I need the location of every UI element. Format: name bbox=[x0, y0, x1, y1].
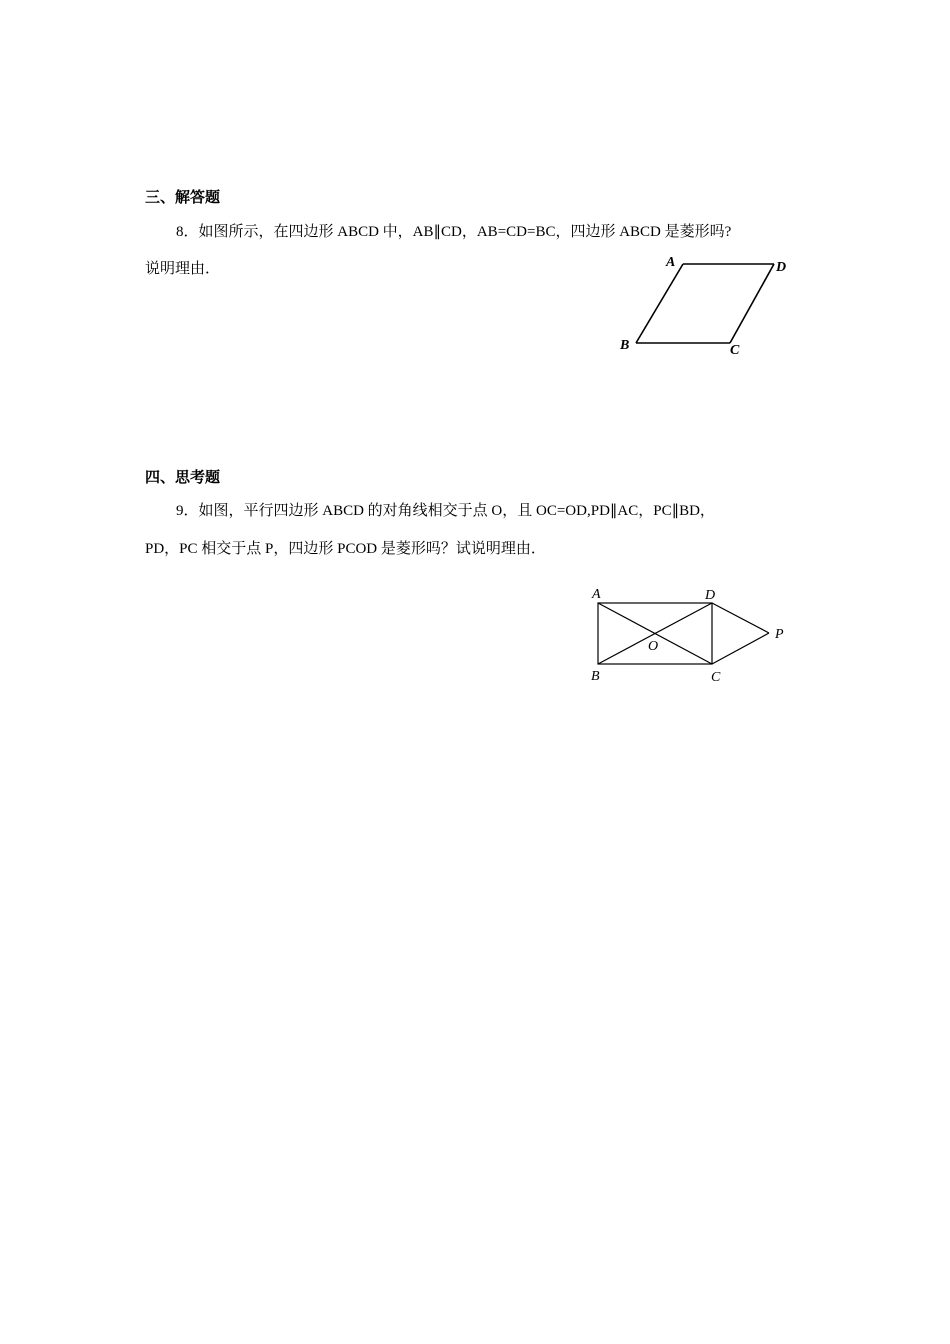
label-a: A bbox=[592, 587, 601, 602]
question-8-line-2: 说明理由． bbox=[145, 261, 221, 277]
label-b: B bbox=[591, 669, 600, 684]
question-8-line-1: 8．如图所示，在四边形 ABCD 中，AB∥CD，AB=CD=BC，四边形 ABCD 是菱形吗? bbox=[176, 224, 732, 240]
parallelogram-figure bbox=[585, 585, 805, 695]
label-b: B bbox=[620, 338, 630, 353]
edge-ba bbox=[636, 264, 683, 343]
section-title-answer: 三、解答题 bbox=[145, 188, 221, 206]
edge-dc bbox=[730, 264, 774, 343]
edge-cp bbox=[712, 633, 769, 664]
label-d: D bbox=[776, 260, 787, 275]
question-9-line-1: 9．如图，平行四边形 ABCD 的对角线相交于点 O，且 OC=OD,PD∥AC，PC∥BD， bbox=[176, 503, 715, 519]
section-title-thinking: 四、思考题 bbox=[145, 468, 221, 486]
edge-dp bbox=[712, 603, 769, 633]
label-c: C bbox=[711, 670, 721, 685]
label-a: A bbox=[666, 255, 676, 270]
label-p: P bbox=[775, 627, 784, 642]
label-o: O bbox=[648, 639, 659, 654]
question-9-line-2: PD，PC 相交于点 P，四边形 PCOD 是菱形吗？试说明理由． bbox=[145, 541, 546, 557]
label-d: D bbox=[705, 588, 716, 603]
label-c: C bbox=[730, 343, 740, 358]
rhombus-figure bbox=[615, 254, 787, 358]
